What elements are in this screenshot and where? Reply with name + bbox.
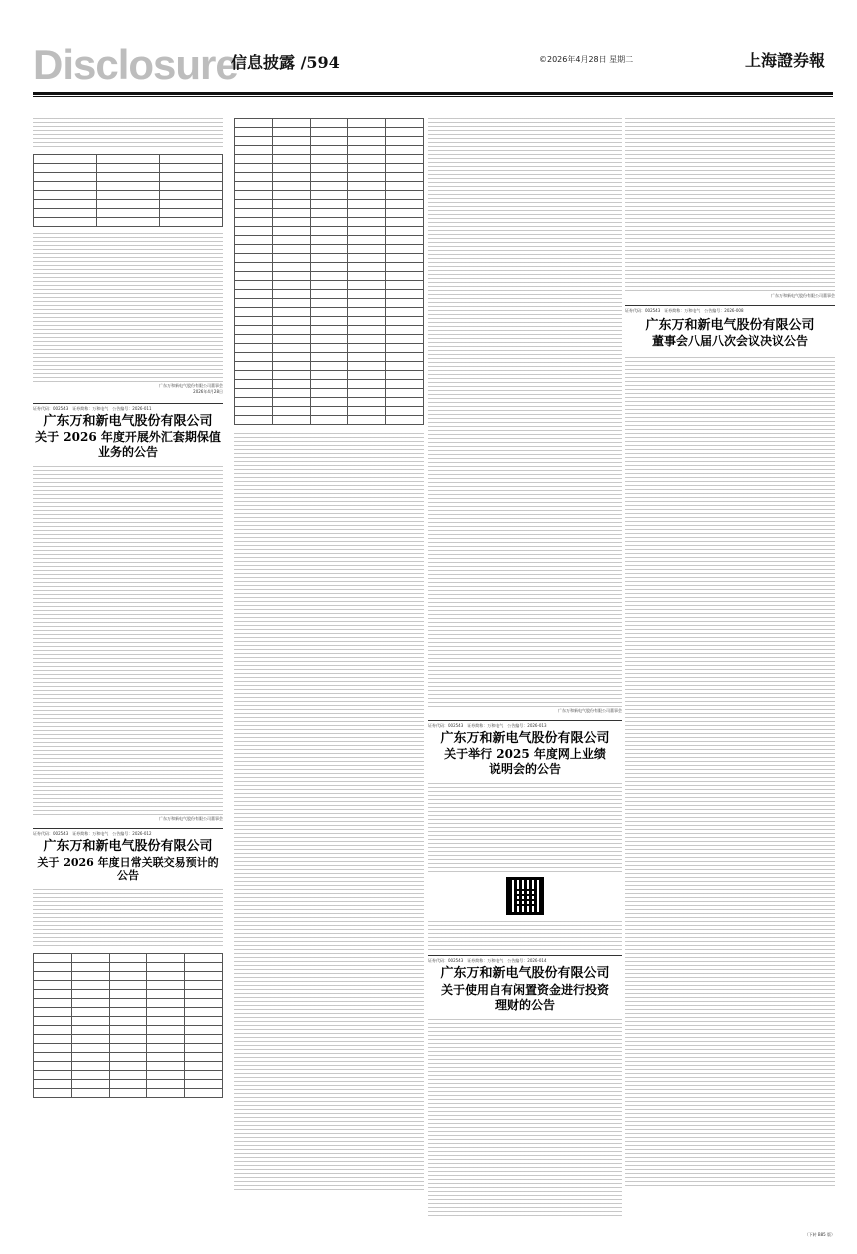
stock-code: 证券代码：002543 证券简称：万和电气 公告编号：2026-008 <box>625 308 744 313</box>
stock-code: 证券代码：002543 证券简称：万和电气 公告编号：2026-014 <box>428 958 547 964</box>
divider <box>625 305 835 306</box>
body-text <box>234 433 424 1193</box>
notice-company: 广东万和新电气股份有限公司 <box>440 966 610 982</box>
notice-title: 关于举行 2025 年度网上业绩 <box>444 747 606 762</box>
signature: 广东万和新电气股份有限公司董事会 <box>159 383 223 388</box>
body-text <box>33 118 223 150</box>
stock-code: 证券代码：002543 证券简称：万和电气 公告编号：2026-012 <box>33 831 152 837</box>
sign-date: 2026年4月28日 <box>193 389 223 394</box>
divider <box>428 720 622 721</box>
body-text <box>33 466 223 816</box>
signature: 广东万和新电气股份有限公司董事会 <box>771 293 835 298</box>
body-text <box>33 889 223 949</box>
column-4 <box>625 118 835 1228</box>
qr-code-icon <box>506 877 544 915</box>
signature: 广东万和新电气股份有限公司董事会 <box>159 816 223 822</box>
continued-reference: （下转 B85 版） <box>804 1232 835 1237</box>
column-1 <box>33 118 223 1228</box>
column-3 <box>428 118 622 1228</box>
header-rule <box>33 92 833 95</box>
notice-company: 广东万和新电气股份有限公司 <box>645 318 815 333</box>
notice-title: 关于 2026 年度开展外汇套期保值 <box>35 430 221 445</box>
divider <box>33 828 223 829</box>
header-rule-thin <box>33 96 833 97</box>
qr-area <box>428 873 622 921</box>
body-text <box>428 783 622 873</box>
body-text <box>428 118 622 708</box>
body-text <box>428 921 622 951</box>
stock-code: 证券代码：002543 证券简称：万和电气 公告编号：2026-013 <box>428 723 547 728</box>
signature: 广东万和新电气股份有限公司董事会 <box>558 708 622 713</box>
masthead <box>33 42 833 88</box>
notice-company: 广东万和新电气股份有限公司 <box>43 839 213 855</box>
body-text <box>625 118 835 293</box>
divider <box>428 955 622 956</box>
body-text <box>428 1019 622 1219</box>
notice-title: 董事会八届八次会议决议公告 <box>651 334 808 349</box>
stock-code: 证券代码：002543 证券简称：万和电气 公告编号：2026-011 <box>33 406 152 411</box>
section-title: 信息披露 /594 <box>231 53 340 72</box>
transactions-table-continued <box>234 118 424 425</box>
notice-title: 关于 2026 年度日常关联交易预计的公告 <box>37 855 219 883</box>
financial-table <box>33 154 223 227</box>
newspaper-logo: 上海證券報 <box>744 51 825 70</box>
notice-title-line2: 业务的公告 <box>97 445 158 460</box>
brand-wordmark: Disclosure <box>33 41 238 88</box>
body-text <box>625 357 835 1187</box>
notice-title: 关于使用自有闲置资金进行投资 <box>440 982 609 997</box>
notice-company: 广东万和新电气股份有限公司 <box>440 731 610 746</box>
notice-title-line2: 说明会的公告 <box>488 762 561 777</box>
related-transactions-table <box>33 953 223 1098</box>
column-2 <box>234 118 424 1228</box>
notice-company: 广东万和新电气股份有限公司 <box>43 414 213 429</box>
divider <box>33 403 223 404</box>
issue-date: ©2026年4月28日 星期二 <box>539 55 634 64</box>
notice-title-line2: 理财的公告 <box>494 997 555 1012</box>
body-text <box>33 233 223 383</box>
